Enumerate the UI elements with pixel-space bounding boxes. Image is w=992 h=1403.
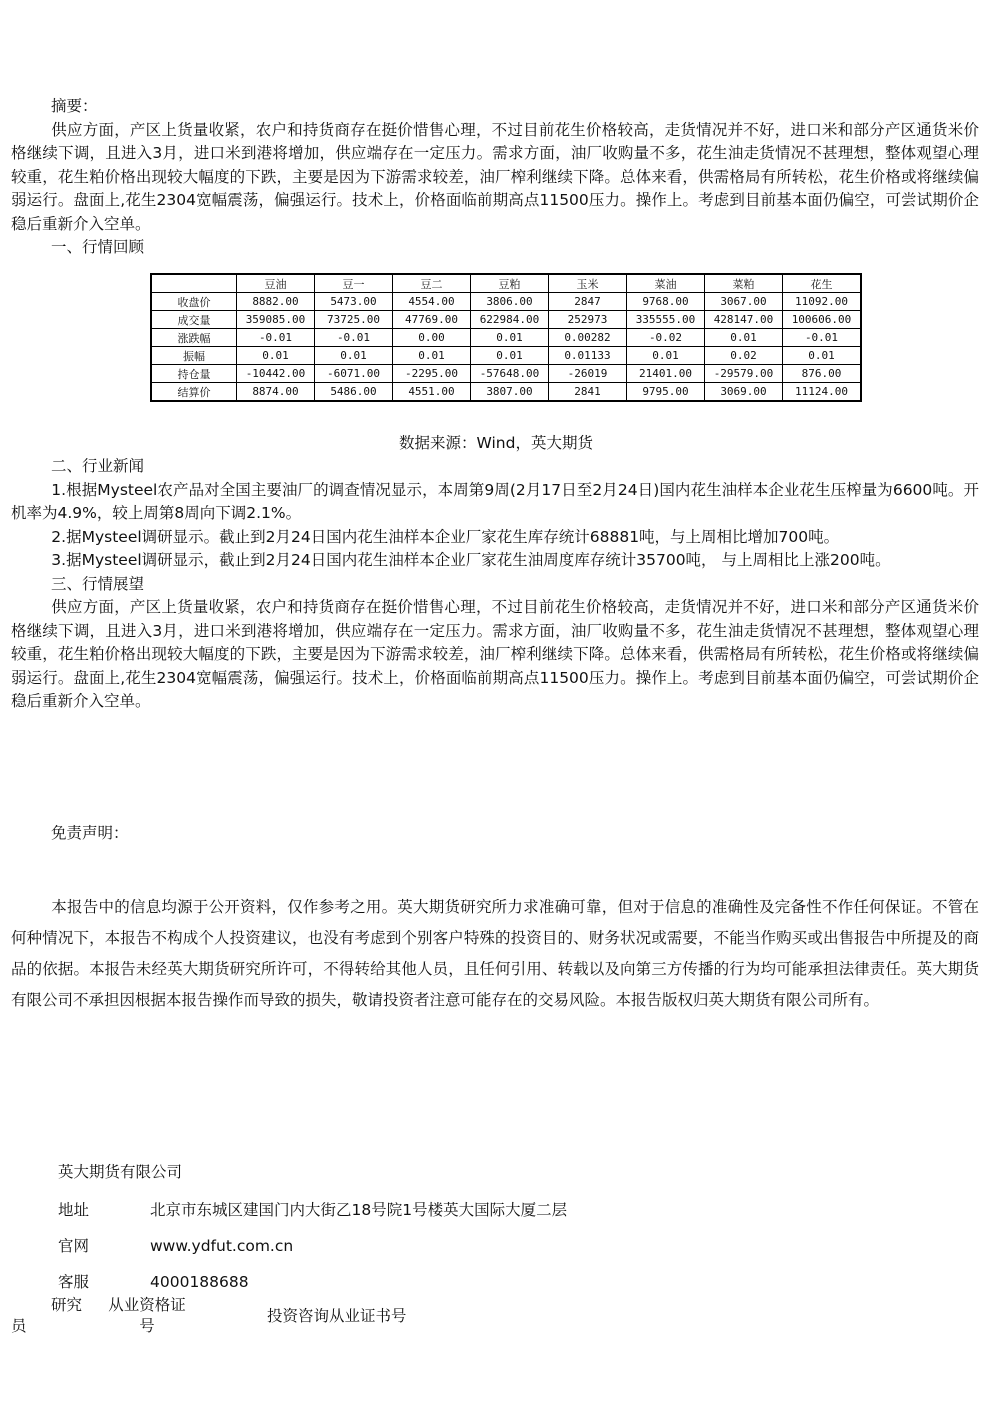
table-cell: -57648.00	[471, 365, 549, 383]
column-header: 菜油	[627, 274, 705, 293]
table-cell: 335555.00	[627, 311, 705, 329]
table-cell: 0.01	[783, 347, 862, 365]
row-header: 持仓量	[151, 365, 237, 383]
row-header: 收盘价	[151, 293, 237, 311]
table-cell: 5486.00	[315, 383, 393, 402]
consulting-cert-column-header: 投资咨询从业证书号	[267, 1307, 407, 1325]
section-market-review-title: 一、行情回顾	[51, 238, 145, 256]
news-item: 1.根据Mysteel农产品对全国主要油厂的调查情况显示，本周第9周(2月17日至2月24日)国内花生油样本企业花生压榨量为6600吨。开机率为4.9%，较上周第8周向下调2.1%。	[11, 480, 979, 522]
table-cell: 3806.00	[471, 293, 549, 311]
table-cell: 876.00	[783, 365, 862, 383]
table-row	[151, 365, 861, 383]
market-table-container	[150, 273, 862, 402]
table-row	[151, 311, 861, 329]
table-row	[151, 329, 861, 347]
table-cell: -6071.00	[315, 365, 393, 383]
company-service-row	[58, 1271, 249, 1295]
table-cell: 0.01	[315, 347, 393, 365]
researcher-table-header	[11, 1295, 511, 1345]
disclaimer-title: 免责声明：	[51, 824, 129, 842]
table-cell: 0.01133	[549, 347, 627, 365]
table-cell: 11092.00	[783, 293, 862, 311]
service-label: 客服	[58, 1273, 90, 1291]
table-cell: 5473.00	[315, 293, 393, 311]
data-source-note: 数据来源：Wind，英大期货	[399, 434, 593, 452]
table-cell: 47769.00	[393, 311, 471, 329]
summary-title: 摘要：	[51, 97, 98, 115]
news-item: 2.据Mysteel调研显示。截止到2月24日国内花生油样本企业厂家花生库存统计68881吨，与上周相比增加700吨。	[51, 527, 840, 546]
website-label: 官网	[58, 1237, 90, 1255]
table-corner-cell	[151, 274, 237, 293]
table-cell: 8882.00	[237, 293, 315, 311]
table-cell: 21401.00	[627, 365, 705, 383]
section-industry-news-title: 二、行业新闻	[51, 457, 145, 475]
table-cell: 0.01	[393, 347, 471, 365]
table-row	[151, 347, 861, 365]
summary-paragraph: 供应方面，产区上货量收紧，农户和持货商存在挺价惜售心理，不过目前花生价格较高，走货情况并不好，进口米和部分产区通货米价格继续下调，且进入3月，进口米到港将增加，供应端存在一定压力。需求方面，油厂收购量不多，花生油走货情况不甚理想，整体观望心理较重，花生粕价格出现较大幅度的下跌，主要是因为下游需求较差，油厂榨利继续下降。总体来看，供需格局有所转松，花生价格或将继续偏弱运行。盘面上,花生2304宽幅震荡，偏强运行。技术上，价格面临前期高点11500压力。操作上。考虑到目前基本面仍偏空，可尝试期价企稳后重新介入空单。	[11, 120, 979, 233]
report-body	[11, 95, 979, 1335]
market-table	[150, 273, 862, 402]
researcher-header-line1: 研究	[51, 1296, 83, 1314]
column-header: 玉米	[549, 274, 627, 293]
table-cell: -0.01	[783, 329, 862, 347]
service-phone: 4000188688	[150, 1273, 249, 1291]
table-row	[151, 383, 861, 402]
table-cell: 0.01	[471, 329, 549, 347]
table-cell: 3067.00	[705, 293, 783, 311]
table-cell: 2841	[549, 383, 627, 402]
table-cell: -0.01	[237, 329, 315, 347]
outlook-paragraph: 供应方面，产区上货量收紧，农户和持货商存在挺价惜售心理，不过目前花生价格较高，走货情况并不好，进口米和部分产区通货米价格继续下调，且进入3月，进口米到港将增加，供应端存在一定压力。需求方面，油厂收购量不多，花生油走货情况不甚理想，整体观望心理较重，花生粕价格出现较大幅度的下跌，主要是因为下游需求较差，油厂榨利继续下降。总体来看，供需格局有所转松，花生价格或将继续偏弱运行。盘面上,花生2304宽幅震荡，偏强运行。技术上，价格面临前期高点11500压力。操作上。考虑到目前基本面仍偏空，可尝试期价企稳后重新介入空单。	[11, 598, 979, 710]
column-header: 豆二	[393, 274, 471, 293]
company-address-row	[58, 1199, 567, 1223]
table-cell: -26019	[549, 365, 627, 383]
table-cell: 9795.00	[627, 383, 705, 402]
table-header-row	[151, 274, 861, 293]
row-header: 涨跌幅	[151, 329, 237, 347]
address-value: 北京市东城区建国门内大街乙18号院1号楼英大国际大厦二层	[150, 1201, 568, 1219]
qualification-column-header	[87, 1295, 207, 1337]
row-header: 振幅	[151, 347, 237, 365]
address-label: 地址	[58, 1201, 90, 1219]
table-cell: 0.01	[627, 347, 705, 365]
column-header: 菜粕	[705, 274, 783, 293]
table-row	[151, 293, 861, 311]
table-cell: -2295.00	[393, 365, 471, 383]
table-cell: 8874.00	[237, 383, 315, 402]
table-cell: 0.01	[237, 347, 315, 365]
table-cell: 0.01	[705, 329, 783, 347]
table-cell: 73725.00	[315, 311, 393, 329]
qualification-header-line2: 号	[139, 1317, 155, 1335]
news-and-outlook	[11, 455, 979, 714]
researcher-header-line2: 员	[11, 1317, 27, 1335]
table-cell: 2847	[549, 293, 627, 311]
column-header: 豆油	[237, 274, 315, 293]
table-cell: 3069.00	[705, 383, 783, 402]
table-cell: 3807.00	[471, 383, 549, 402]
row-header: 结算价	[151, 383, 237, 402]
website-link[interactable]: www.ydfut.com.cn	[150, 1237, 294, 1255]
disclaimer-paragraph: 本报告中的信息均源于公开资料，仅作参考之用。英大期货研究所力求准确可靠，但对于信息的准确性及完备性不作任何保证。不管在何种情况下，本报告不构成个人投资建议，也没有考虑到个别客户特殊的投资目的、财务状况或需要，不能当作购买或出售报告中所提及的商品的依据。本报告未经英大期货研究所许可，不得转给其他人员，且任何引用、转载以及向第三方传播的行为均可能承担法律责任。英大期货有限公司不承担因根据本报告操作而导致的损失，敬请投资者注意可能存在的交易风险。本报告版权归英大期货有限公司所有。	[11, 897, 979, 1009]
table-cell: 11124.00	[783, 383, 862, 402]
table-cell: 9768.00	[627, 293, 705, 311]
column-header: 豆一	[315, 274, 393, 293]
table-cell: 0.02	[705, 347, 783, 365]
table-cell: 428147.00	[705, 311, 783, 329]
table-cell: -10442.00	[237, 365, 315, 383]
column-header: 花生	[783, 274, 862, 293]
company-website-row	[58, 1235, 293, 1259]
table-cell: 4554.00	[393, 293, 471, 311]
news-item: 3.据Mysteel调研显示，截止到2月24日国内花生油样本企业厂家花生油周度库存统计35700吨， 与上周相比上涨200吨。	[51, 551, 891, 569]
table-cell: 0.00282	[549, 329, 627, 347]
column-header: 豆粕	[471, 274, 549, 293]
table-cell: -29579.00	[705, 365, 783, 383]
section-outlook-title: 三、行情展望	[51, 574, 145, 593]
table-cell: 0.00	[393, 329, 471, 347]
table-cell: 622984.00	[471, 311, 549, 329]
table-cell: -0.02	[627, 329, 705, 347]
table-cell: 4551.00	[393, 383, 471, 402]
table-cell: 0.01	[471, 347, 549, 365]
table-cell: 100606.00	[783, 311, 862, 329]
qualification-header-line1: 从业资格证	[108, 1296, 186, 1314]
row-header: 成交量	[151, 311, 237, 329]
table-cell: -0.01	[315, 329, 393, 347]
company-name: 英大期货有限公司	[58, 1163, 183, 1181]
table-cell: 359085.00	[237, 311, 315, 329]
table-cell: 252973	[549, 311, 627, 329]
